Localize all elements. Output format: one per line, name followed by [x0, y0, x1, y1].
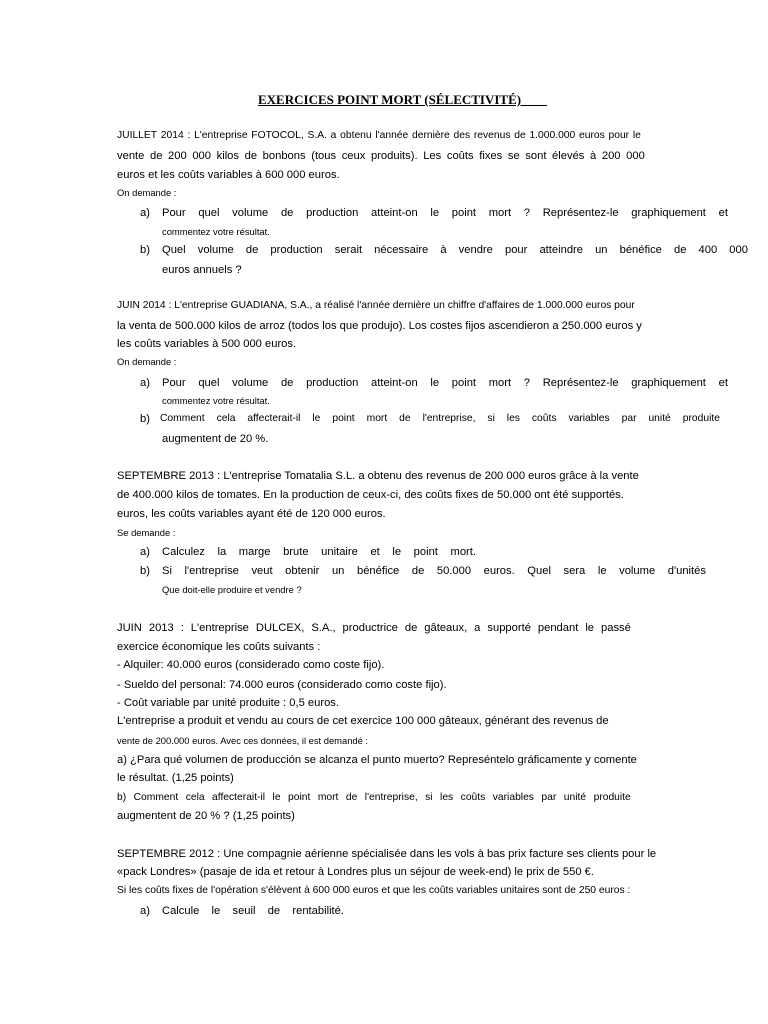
exercise-statement-line: euros et les coûts variables à 600 000 euros. — [117, 169, 340, 181]
exercise-statement-line: exercice économique les coûts suivants : — [117, 641, 321, 653]
question-marker: a) — [140, 377, 150, 389]
question-marker: a) — [140, 207, 150, 219]
exercise-statement-line: JUILLET 2014 : L'entreprise FOTOCOL, S.A. a obtenu l'année dernière des revenus de 1.000.000 euros pour le — [117, 130, 641, 141]
exercise-statement-line: JUIN 2013 : L'entreprise DULCEX, S.A., productrice de gâteaux, a supporté pendant le passé — [117, 622, 631, 634]
question-intro: On demande : — [117, 356, 177, 367]
exercise-statement-line: SEPTEMBRE 2012 : Une compagnie aérienne spécialisée dans les vols à bas prix facture ses clients pour le — [117, 848, 657, 860]
question-a: Calcule le seuil de rentabilité. — [162, 905, 344, 917]
question-marker: b) — [140, 413, 150, 425]
question-marker: a) — [140, 546, 150, 558]
question-a: Calculez la marge brute unitaire et le point mort. — [162, 546, 476, 558]
question-b: Si l'entreprise veut obtenir un bénéfice de 50.000 euros. Quel sera le volume d'unités — [162, 565, 706, 577]
exercise-statement-line: vente de 200 000 kilos de bonbons (tous ceux produits). Les coûts fixes se sont élevés à 200 000 — [117, 150, 645, 162]
exercise-statement-line: SEPTEMBRE 2013 : L'entreprise Tomatalia S.L. a obtenu des revenus de 200 000 euros grâce à la vente — [117, 470, 639, 482]
exercise-statement-line: L'entreprise a produit et vendu au cours de cet exercice 100 000 gâteaux, générant des revenus de — [117, 715, 609, 727]
cost-item: - Coût variable par unité produite : 0,5 euros. — [117, 697, 340, 709]
exercise-statement-line: la venta de 500.000 kilos de arroz (todos los que produjo). Los costes fijos ascendieron a 250.000 euros y — [117, 320, 642, 332]
question-a-continuation: le résultat. (1,25 points) — [117, 772, 234, 784]
question-b: Comment cela affecterait-il le point mort de l'entreprise, si les coûts variables par unité produite — [160, 413, 720, 424]
cost-item: - Alquiler: 40.000 euros (considerado como coste fijo). — [117, 659, 385, 671]
question-b-continuation: augmentent de 20 % ? (1,25 points) — [117, 810, 295, 822]
exercise-statement-line: «pack Londres» (pasaje de ida et retour à Londres plus un séjour de week-end) le prix de 550 €. — [117, 866, 595, 878]
question-b: Quel volume de production serait nécessaire à vendre pour atteindre un bénéfice de 400 000 — [162, 244, 748, 256]
question-marker: b) — [140, 565, 150, 577]
exercise-statement-line: de 400.000 kilos de tomates. En la production de ceux-ci, des coûts fixes de 50.000 ont été supportés. — [117, 489, 624, 501]
page-title: EXERCICES POINT MORT (SÉLECTIVITÉ) — [258, 92, 548, 107]
question-a: Pour quel volume de production atteint-on le point mort ? Représentez-le graphiquement et — [162, 207, 728, 219]
question-b-continuation: euros annuels ? — [162, 264, 242, 276]
cost-item: - Sueldo del personal: 74.000 euros (considerado como coste fijo). — [117, 679, 447, 691]
exercise-statement-line: Si les coûts fixes de l'opération s'élèvent à 600 000 euros et que les coûts variables unitaires sont de 250 euros : — [117, 885, 631, 896]
question-a: Pour quel volume de production atteint-on le point mort ? Représentez-le graphiquement et — [162, 377, 728, 389]
question-a-continuation: commentez votre résultat. — [162, 395, 270, 406]
question-marker: a) — [140, 905, 150, 917]
question-b-continuation: Que doit-elle produire et vendre ? — [162, 584, 302, 595]
exercise-statement-line: les coûts variables à 500 000 euros. — [117, 338, 297, 350]
question-intro: Se demande : — [117, 527, 176, 538]
question-marker: b) — [140, 244, 150, 256]
question-a-continuation: commentez votre résultat. — [162, 226, 270, 237]
question-intro: On demande : — [117, 187, 177, 198]
exercise-statement-line: JUIN 2014 : L'entreprise GUADIANA, S.A., a réalisé l'année dernière un chiffre d'affaires de 1.000.000 euros pour — [117, 300, 635, 311]
question-intro: vente de 200.000 euros. Avec ces données, il est demandé : — [117, 735, 369, 746]
question-b: b) Comment cela affecterait-il le point mort de l'entreprise, si les coûts variables par unité produite — [117, 792, 631, 803]
exercise-statement-line: euros, les coûts variables ayant été de 120 000 euros. — [117, 508, 386, 520]
question-b-continuation: augmentent de 20 %. — [162, 433, 269, 445]
question-a: a) ¿Para qué volumen de producción se alcanza el punto muerto? Represéntelo gráficamente y comente — [117, 754, 637, 766]
